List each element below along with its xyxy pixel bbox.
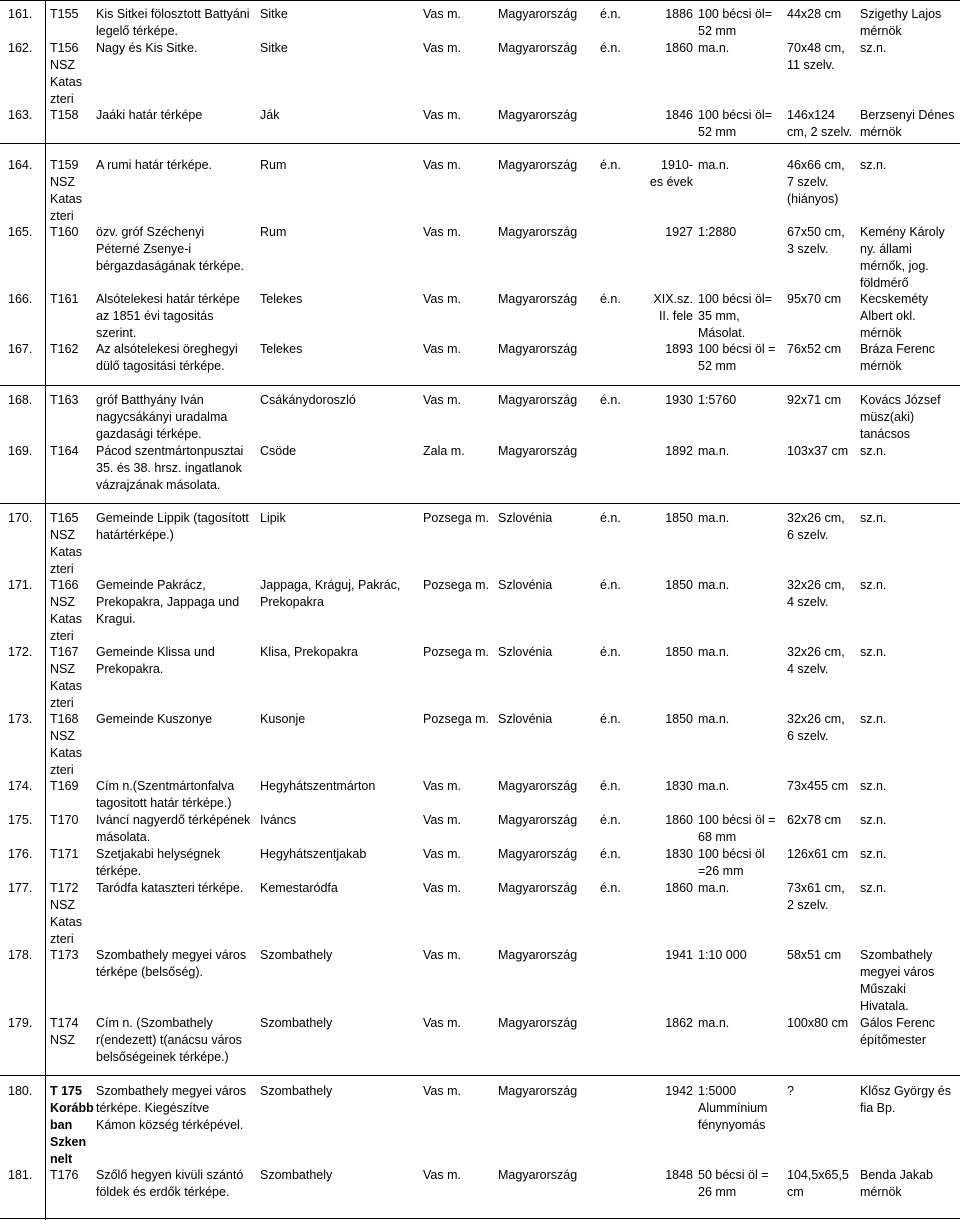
row-author: Benda Jakab mérnök [860, 1168, 933, 1199]
row-place: Ják [260, 108, 280, 122]
row-size: 73x61 cm, 2 szelv. [787, 881, 845, 912]
row-size: 76x52 cm [787, 342, 842, 356]
row-year: XIX.sz. II. fele [653, 292, 693, 323]
row-country: Szlovénia [498, 578, 553, 592]
row-place: Kusonje [260, 712, 306, 726]
row-number: 171. [8, 578, 33, 592]
row-code: T167 NSZ Katas zteri [50, 645, 82, 710]
row-year: 1848 [665, 1168, 693, 1182]
row-county: Pozsega m. [423, 712, 490, 726]
row-place: Rum [260, 225, 287, 239]
row-number: 173. [8, 712, 33, 726]
row-code: T162 [50, 342, 79, 356]
row-scale: 1:5000 Alummínium fénynyomás [698, 1084, 768, 1132]
row-number: 176. [8, 847, 33, 861]
row-author: Berzsenyi Dénes mérnök [860, 108, 955, 139]
horizontal-rule [0, 385, 960, 386]
row-place: Hegyhátszentmárton [260, 779, 376, 793]
row-title: Kis Sitkei fölosztott Battyáni legelő térképe. [96, 7, 250, 38]
row-code: T169 [50, 779, 79, 793]
row-number: 162. [8, 41, 33, 55]
row-size: 104,5x65,5 cm [787, 1168, 849, 1199]
row-author: Kecskeméty Albert okl. mérnök [860, 292, 929, 340]
row-title: Nagy és Kis Sitke. [96, 41, 198, 55]
row-scale: ma.n. [698, 578, 730, 592]
row-title: Szetjakabi helységnek térképe. [96, 847, 221, 878]
row-date-note: é.n. [600, 7, 621, 21]
row-number: 165. [8, 225, 33, 239]
row-number: 177. [8, 881, 33, 895]
row-place: Szombathely [260, 1084, 333, 1098]
row-year: 1830 [665, 847, 693, 861]
row-size: 44x28 cm [787, 7, 842, 21]
row-year: 1862 [665, 1016, 693, 1030]
row-date-note: é.n. [600, 158, 621, 172]
row-year: 1850 [665, 712, 693, 726]
row-place: Telekes [260, 342, 303, 356]
row-scale: 100 bécsi öl= 35 mm, Másolat. [698, 292, 773, 340]
row-author: Kemény Károly ny. állami mérnők, jog. földmérő [860, 225, 945, 290]
row-code: T 175 Korább ban Szken nelt [50, 1084, 94, 1166]
row-size: 32x26 cm, 4 szelv. [787, 578, 845, 609]
row-author: sz.n. [860, 847, 887, 861]
row-code: T164 [50, 444, 79, 458]
row-county: Zala m. [423, 444, 465, 458]
row-size: 58x51 cm [787, 948, 842, 962]
row-year: 1893 [665, 342, 693, 356]
row-date-note: é.n. [600, 41, 621, 55]
row-county: Vas m. [423, 779, 461, 793]
row-size: 95x70 cm [787, 292, 842, 306]
row-scale: 100 bécsi öl= 52 mm [698, 108, 773, 139]
row-size: 32x26 cm, 6 szelv. [787, 511, 845, 542]
row-country: Szlovénia [498, 511, 553, 525]
row-county: Vas m. [423, 41, 461, 55]
row-year: 1850 [665, 511, 693, 525]
row-author: sz.n. [860, 511, 887, 525]
row-code: T174 NSZ [50, 1016, 79, 1047]
row-scale: ma.n. [698, 712, 730, 726]
row-county: Vas m. [423, 1084, 461, 1098]
horizontal-rule [0, 1218, 960, 1219]
row-code: T155 [50, 7, 79, 21]
row-scale: 100 bécsi öl = 52 mm [698, 342, 776, 373]
row-code: T163 [50, 393, 79, 407]
row-scale: ma.n. [698, 1016, 730, 1030]
row-title: Az alsótelekesi öreghegyi dülő tagositási térképe. [96, 342, 238, 373]
row-author: Kovács József müsz(aki) tanácsos [860, 393, 941, 441]
row-author: sz.n. [860, 158, 887, 172]
row-place: Jappaga, Kráguj, Pakrác, Prekopakra [260, 578, 401, 609]
row-size: 67x50 cm, 3 szelv. [787, 225, 845, 256]
row-size: 70x48 cm, 11 szelv. [787, 41, 845, 72]
row-title: Cím n. (Szombathely r(endezett) t(anácsu város belsőségeinek térképe.) [96, 1016, 242, 1064]
row-country: Magyarország [498, 41, 578, 55]
row-author: sz.n. [860, 41, 887, 55]
row-author: Szigethy Lajos mérnök [860, 7, 942, 38]
row-code: T170 [50, 813, 79, 827]
row-number: 178. [8, 948, 33, 962]
row-date-note: é.n. [600, 813, 621, 827]
row-author: Klősz György és fia Bp. [860, 1084, 952, 1115]
row-scale: 100 bécsi öl = 68 mm [698, 813, 776, 844]
row-date-note: é.n. [600, 847, 621, 861]
row-place: Csákánydoroszló [260, 393, 356, 407]
row-county: Pozsega m. [423, 511, 490, 525]
row-country: Magyarország [498, 292, 578, 306]
row-number: 181. [8, 1168, 33, 1182]
horizontal-rule [0, 0, 960, 1]
row-place: Iváncs [260, 813, 297, 827]
row-country: Magyarország [498, 225, 578, 239]
row-country: Magyarország [498, 948, 578, 962]
row-place: Sitke [260, 7, 288, 21]
row-number: 164. [8, 158, 33, 172]
row-place: Csöde [260, 444, 297, 458]
row-code: T171 [50, 847, 79, 861]
row-date-note: é.n. [600, 292, 621, 306]
row-year: 1927 [665, 225, 693, 239]
row-number: 163. [8, 108, 33, 122]
row-country: Magyarország [498, 1168, 578, 1182]
row-author: sz.n. [860, 712, 887, 726]
row-size: 126x61 cm [787, 847, 849, 861]
row-number: 170. [8, 511, 33, 525]
row-code: T165 NSZ Katas zteri [50, 511, 82, 576]
horizontal-rule [0, 1075, 960, 1076]
row-scale: ma.n. [698, 645, 730, 659]
row-title: Cím n.(Szentmártonfalva tagositott határ térképe.) [96, 779, 235, 810]
row-author: Szombathely megyei város Műszaki Hivatala. [860, 948, 935, 1013]
row-code: T176 [50, 1168, 79, 1182]
row-year: 1942 [665, 1084, 693, 1098]
row-title: Iváncí nagyerdő térképének másolata. [96, 813, 251, 844]
row-title: Alsótelekesi határ térképe az 1851 évi tagositás szerint. [96, 292, 240, 340]
row-date-note: é.n. [600, 779, 621, 793]
row-size: 32x26 cm, 6 szelv. [787, 712, 845, 743]
horizontal-rule [0, 143, 960, 144]
row-title: özv. gróf Széchenyi Péterné Zsenye-i bérgazdaságának térképe. [96, 225, 245, 273]
row-place: Rum [260, 158, 287, 172]
row-country: Magyarország [498, 7, 578, 21]
row-title: Szombathely megyei város térképe. Kiegészítve Kámon község térképével. [96, 1084, 247, 1132]
row-country: Szlovénia [498, 645, 553, 659]
row-county: Vas m. [423, 292, 461, 306]
row-code: T172 NSZ Katas zteri [50, 881, 82, 946]
row-place: Szombathely [260, 1168, 333, 1182]
row-author: sz.n. [860, 578, 887, 592]
row-number: 174. [8, 779, 33, 793]
row-year: 1860 [665, 41, 693, 55]
row-title: Gemeinde Lippik (tagosított határtérképe.) [96, 511, 249, 542]
row-code: T168 NSZ Katas zteri [50, 712, 82, 777]
row-title: A rumi határ térképe. [96, 158, 213, 172]
row-country: Magyarország [498, 342, 578, 356]
row-county: Vas m. [423, 813, 461, 827]
row-scale: 1:5760 [698, 393, 737, 407]
row-country: Magyarország [498, 444, 578, 458]
row-year: 1892 [665, 444, 693, 458]
row-county: Vas m. [423, 342, 461, 356]
row-scale: 50 bécsi öl = 26 mm [698, 1168, 769, 1199]
row-place: Klisa, Prekopakra [260, 645, 358, 659]
row-county: Vas m. [423, 158, 461, 172]
row-date-note: é.n. [600, 712, 621, 726]
row-number: 167. [8, 342, 33, 356]
row-author: Gálos Ferenc építőmester [860, 1016, 936, 1047]
row-date-note: é.n. [600, 578, 621, 592]
row-code: T166 NSZ Katas zteri [50, 578, 82, 643]
row-scale: ma.n. [698, 158, 730, 172]
row-title: gróf Batthyány Iván nagycsákányi uradalma gazdasági térképe. [96, 393, 228, 441]
row-year: 1886 [665, 7, 693, 21]
row-number: 166. [8, 292, 33, 306]
row-year: 1941 [665, 948, 693, 962]
row-code: T173 [50, 948, 79, 962]
row-scale: ma.n. [698, 511, 730, 525]
row-title: Gemeinde Klissa und Prekopakra. [96, 645, 215, 676]
row-country: Magyarország [498, 1016, 578, 1030]
row-country: Magyarország [498, 813, 578, 827]
row-size: 146x124 cm, 2 szelv. [787, 108, 853, 139]
row-code: T158 [50, 108, 79, 122]
row-county: Vas m. [423, 7, 461, 21]
row-title: Gemeinde Pakrácz, Prekopakra, Jappaga und Kragui. [96, 578, 240, 626]
row-number: 175. [8, 813, 33, 827]
row-year: 1860 [665, 881, 693, 895]
row-place: Sitke [260, 41, 288, 55]
row-author: sz.n. [860, 645, 887, 659]
row-author: sz.n. [860, 881, 887, 895]
row-county: Pozsega m. [423, 645, 490, 659]
row-year: 1830 [665, 779, 693, 793]
row-author: sz.n. [860, 779, 887, 793]
row-size: 46x66 cm, 7 szelv. (hiányos) [787, 158, 845, 206]
row-scale: ma.n. [698, 881, 730, 895]
row-size: 103x37 cm [787, 444, 849, 458]
row-number: 179. [8, 1016, 33, 1030]
row-country: Magyarország [498, 108, 578, 122]
row-county: Vas m. [423, 881, 461, 895]
row-title: Pácod szentmártonpusztai 35. és 38. hrsz. ingatlanok vázrajzának másolata. [96, 444, 244, 492]
row-year: 1850 [665, 578, 693, 592]
row-size: 32x26 cm, 4 szelv. [787, 645, 845, 676]
row-scale: 1:2880 [698, 225, 737, 239]
row-date-note: é.n. [600, 881, 621, 895]
row-county: Pozsega m. [423, 578, 490, 592]
row-number: 180. [8, 1084, 33, 1098]
row-county: Vas m. [423, 108, 461, 122]
row-place: Kemestaródfa [260, 881, 338, 895]
row-author: sz.n. [860, 444, 887, 458]
row-date-note: é.n. [600, 511, 621, 525]
row-country: Magyarország [498, 1084, 578, 1098]
row-number: 169. [8, 444, 33, 458]
row-title: Jaáki határ térképe [96, 108, 203, 122]
row-county: Vas m. [423, 847, 461, 861]
row-size: 92x71 cm [787, 393, 842, 407]
row-county: Vas m. [423, 948, 461, 962]
row-number: 168. [8, 393, 33, 407]
row-date-note: é.n. [600, 393, 621, 407]
row-year: 1850 [665, 645, 693, 659]
row-size: 62x78 cm [787, 813, 842, 827]
row-country: Magyarország [498, 779, 578, 793]
row-size: ? [787, 1084, 794, 1098]
row-place: Hegyhátszentjakab [260, 847, 367, 861]
row-place: Szombathely [260, 1016, 333, 1030]
row-country: Magyarország [498, 393, 578, 407]
row-year: 1846 [665, 108, 693, 122]
row-size: 100x80 cm [787, 1016, 849, 1030]
row-date-note: é.n. [600, 645, 621, 659]
row-country: Magyarország [498, 881, 578, 895]
row-number: 161. [8, 7, 33, 21]
row-place: Lipik [260, 511, 286, 525]
row-county: Vas m. [423, 225, 461, 239]
row-author: sz.n. [860, 813, 887, 827]
vertical-rule [45, 0, 46, 1220]
row-scale: ma.n. [698, 41, 730, 55]
row-scale: ma.n. [698, 444, 730, 458]
row-county: Vas m. [423, 1168, 461, 1182]
row-year: 1930 [665, 393, 693, 407]
row-scale: ma.n. [698, 779, 730, 793]
row-title: Gemeinde Kuszonye [96, 712, 213, 726]
row-scale: 1:10 000 [698, 948, 747, 962]
row-year: 1860 [665, 813, 693, 827]
row-code: T161 [50, 292, 79, 306]
row-code: T156 NSZ Katas zteri [50, 41, 82, 106]
row-code: T160 [50, 225, 79, 239]
row-place: Telekes [260, 292, 303, 306]
row-place: Szombathely [260, 948, 333, 962]
row-title: Szombathely megyei város térképe (belsőség). [96, 948, 247, 979]
row-size: 73x455 cm [787, 779, 849, 793]
row-number: 172. [8, 645, 33, 659]
row-county: Vas m. [423, 1016, 461, 1030]
row-scale: 100 bécsi öl =26 mm [698, 847, 765, 878]
row-country: Magyarország [498, 847, 578, 861]
row-title: Taródfa kataszteri térképe. [96, 881, 244, 895]
row-code: T159 NSZ Katas zteri [50, 158, 82, 223]
row-country: Szlovénia [498, 712, 553, 726]
row-county: Vas m. [423, 393, 461, 407]
row-author: Bráza Ferenc mérnök [860, 342, 936, 373]
row-country: Magyarország [498, 158, 578, 172]
row-scale: 100 bécsi öl= 52 mm [698, 7, 773, 38]
horizontal-rule [0, 503, 960, 504]
row-title: Szőlő hegyen kivüli szántó földek és erdők térképe. [96, 1168, 244, 1199]
row-year: 1910- es évek [649, 158, 693, 189]
